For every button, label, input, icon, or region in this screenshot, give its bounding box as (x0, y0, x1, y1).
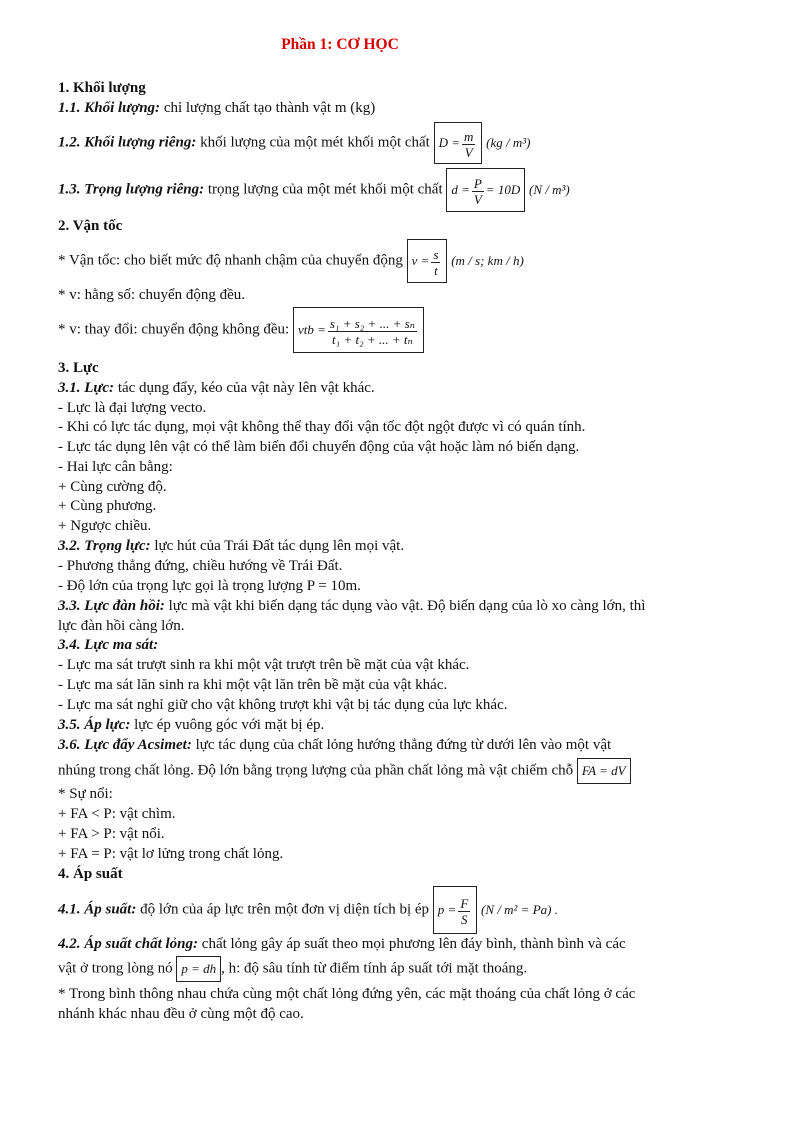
item-3-2-label: 3.2. Trọng lực: (58, 538, 151, 554)
list-item: - Khi có lực tác dụng, mọi vật không thể thay đổi vận tốc đột ngột được vì có quán tính. (58, 419, 586, 435)
item-4-2-text: chất lỏng gây áp suất theo mọi phương lên đáy bình, thành bình và các (198, 936, 626, 952)
formula-lhs: vtb = (297, 322, 326, 337)
item-1-2 (58, 122, 530, 164)
specific-weight-unit: (N / m³) (529, 182, 570, 197)
fraction (431, 247, 440, 278)
section-4-heading: 4. Áp suất (58, 866, 123, 882)
fraction (328, 316, 417, 347)
item-1-3 (58, 168, 570, 212)
section-2-heading: 2. Vận tốc (58, 218, 123, 234)
formula-lhs: p = (437, 902, 457, 917)
density-unit: (kg / m³) (486, 135, 531, 150)
item-4-1-text: độ lớn của áp lực trên một đơn vị diện tích bị ép (136, 901, 430, 918)
item-3-3-cont: lực đàn hồi càng lớn. (58, 618, 185, 634)
list-item: - Độ lớn của trọng lực gọi là trọng lượng P = 10m. (58, 578, 361, 594)
item-1-3-label: 1.3. Trọng lượng riêng: (58, 181, 205, 198)
item-4-2-cont-b: , h: độ sâu tính từ điểm tính áp suất tới mặt thoáng. (221, 960, 528, 977)
denominator: S (461, 911, 468, 927)
item-3-1-label: 3.1. Lực: (58, 380, 115, 396)
uniform-motion: * v: hằng số: chuyển động đều. (58, 287, 246, 303)
item-1-1 (58, 99, 375, 117)
formula-lhs: D = (438, 135, 461, 150)
item-3-5 (58, 716, 324, 734)
item-1-2-text: khối lượng của một mét khối một chất (196, 134, 430, 151)
item-3-1 (58, 379, 375, 397)
list-item: - Lực tác dụng lên vật có thể làm biến đổi chuyển động của vật hoặc làm nó biến dạng. (58, 439, 580, 455)
pressure-formula (433, 886, 477, 934)
item-3-5-label: 3.5. Áp lực: (58, 717, 131, 733)
list-item: - Lực ma sát nghỉ giữ cho vật không trượt khi vật bị tác dụng của lực khác. (58, 697, 508, 713)
item-3-5-text: lực ép vuông góc với mặt bị ép. (130, 717, 325, 733)
item-4-2-cont-a: vật ở trong lòng nó (58, 960, 173, 977)
fraction (458, 896, 470, 927)
pressure-unit: (N / m² = Pa) . (481, 902, 558, 917)
fraction (472, 176, 484, 207)
specific-weight-formula (446, 168, 525, 212)
velocity-unit: (m / s; km / h) (451, 253, 524, 268)
numerator: s (433, 246, 439, 262)
nonuniform-motion (58, 307, 424, 353)
buoyancy-formula: FA = dV (577, 758, 631, 784)
list-item: - Phương thẳng đứng, chiều hướng về Trái Đất. (58, 558, 343, 574)
density-formula (434, 122, 483, 164)
communicating-vessels-cont: nhánh khác nhau đều ở cùng một độ cao. (58, 1006, 304, 1022)
list-item: - Lực ma sát trượt sinh ra khi một vật trượt trên bề mặt của vật khác. (58, 657, 470, 673)
item-1-1-text: chỉ lượng chất tạo thành vật m (kg) (160, 100, 376, 116)
formula-lhs: v = (411, 253, 430, 268)
item-3-2-text: lực hút của Trái Đất tác dụng lên mọi vật. (150, 538, 405, 554)
list-item: + FA < P: vật chìm. (58, 806, 176, 822)
denominator: V (473, 191, 482, 207)
item-3-6-cont (58, 758, 631, 784)
page-title: Phần 1: CƠ HỌC (281, 36, 399, 53)
item-3-3 (58, 597, 645, 615)
item-4-1 (58, 886, 558, 934)
section-3-heading: 3. Lực (58, 360, 99, 376)
item-4-1-label: 4.1. Áp suất: (58, 901, 137, 918)
item-3-6-cont-text: nhúng trong chất lỏng. Độ lớn bằng trọng lượng của phần chất lỏng mà vật chiếm chỗ (58, 762, 574, 779)
liquid-pressure-formula: p = dh (176, 956, 221, 982)
item-3-6 (58, 736, 611, 754)
list-item: + FA = P: vật lơ lửng trong chất lỏng. (58, 846, 284, 862)
item-1-1-label: 1.1. Khối lượng: (58, 100, 161, 116)
item-3-6-text: lực tác dụng của chất lỏng hướng thẳng đứng từ dưới lên vào một vật (191, 737, 612, 753)
item-1-3-text: trọng lượng của một mét khối một chất (204, 181, 443, 198)
velocity-def-text: * Vận tốc: cho biết mức độ nhanh chậm của chuyển động (58, 252, 403, 269)
item-1-2-label: 1.2. Khối lượng riêng: (58, 134, 197, 151)
list-item: + Ngược chiều. (58, 518, 152, 534)
item-3-1-text: tác dụng đẩy, kéo của vật này lên vật khác. (114, 380, 375, 396)
list-item: - Lực ma sát lăn sinh ra khi một vật lăn trên bề mặt của vật khác. (58, 677, 448, 693)
nonuniform-motion-text: * v: thay đổi: chuyển động không đều: (58, 321, 290, 338)
item-4-2-cont (58, 956, 527, 982)
numerator: P (473, 175, 482, 191)
numerator: F (460, 895, 469, 911)
list-item: + FA > P: vật nổi. (58, 826, 165, 842)
item-3-3-label: 3.3. Lực đàn hồi: (58, 598, 165, 614)
list-item: + Cùng phương. (58, 498, 157, 514)
fraction (462, 129, 475, 160)
section-1-heading: 1. Khối lượng (58, 80, 146, 96)
velocity-def (58, 239, 524, 283)
list-item: + Cùng cường độ. (58, 479, 167, 495)
average-velocity-formula (293, 307, 424, 353)
velocity-formula (407, 239, 448, 283)
item-4-2-label: 4.2. Áp suất chất lỏng: (58, 936, 199, 952)
denominator: t (434, 262, 438, 278)
item-3-3-text: lực mà vật khi biến dạng tác dụng vào vật. Độ biến dạng của lò xo càng lớn, thì (164, 598, 646, 614)
numerator: s₁ + s₂ + ... + sₙ (329, 315, 415, 331)
item-3-6-label: 3.6. Lực đẩy Acsimet: (58, 737, 192, 753)
formula-rhs: = 10D (485, 182, 521, 197)
denominator: V (464, 144, 473, 160)
communicating-vessels: * Trong bình thông nhau chứa cùng một chất lỏng đứng yên, các mặt thoáng của chất lỏng ở các (58, 986, 636, 1002)
numerator: m (464, 128, 474, 144)
item-4-2 (58, 935, 626, 953)
list-item: - Lực là đại lượng vecto. (58, 400, 207, 416)
item-3-4-label: 3.4. Lực ma sát: (58, 637, 159, 653)
list-item: - Hai lực cân bằng: (58, 459, 173, 475)
list-item: * Sự nổi: (58, 786, 113, 802)
denominator: t₁ + t₂ + ... + tₙ (332, 331, 413, 347)
item-3-2 (58, 537, 404, 555)
formula-lhs: d = (451, 182, 470, 197)
